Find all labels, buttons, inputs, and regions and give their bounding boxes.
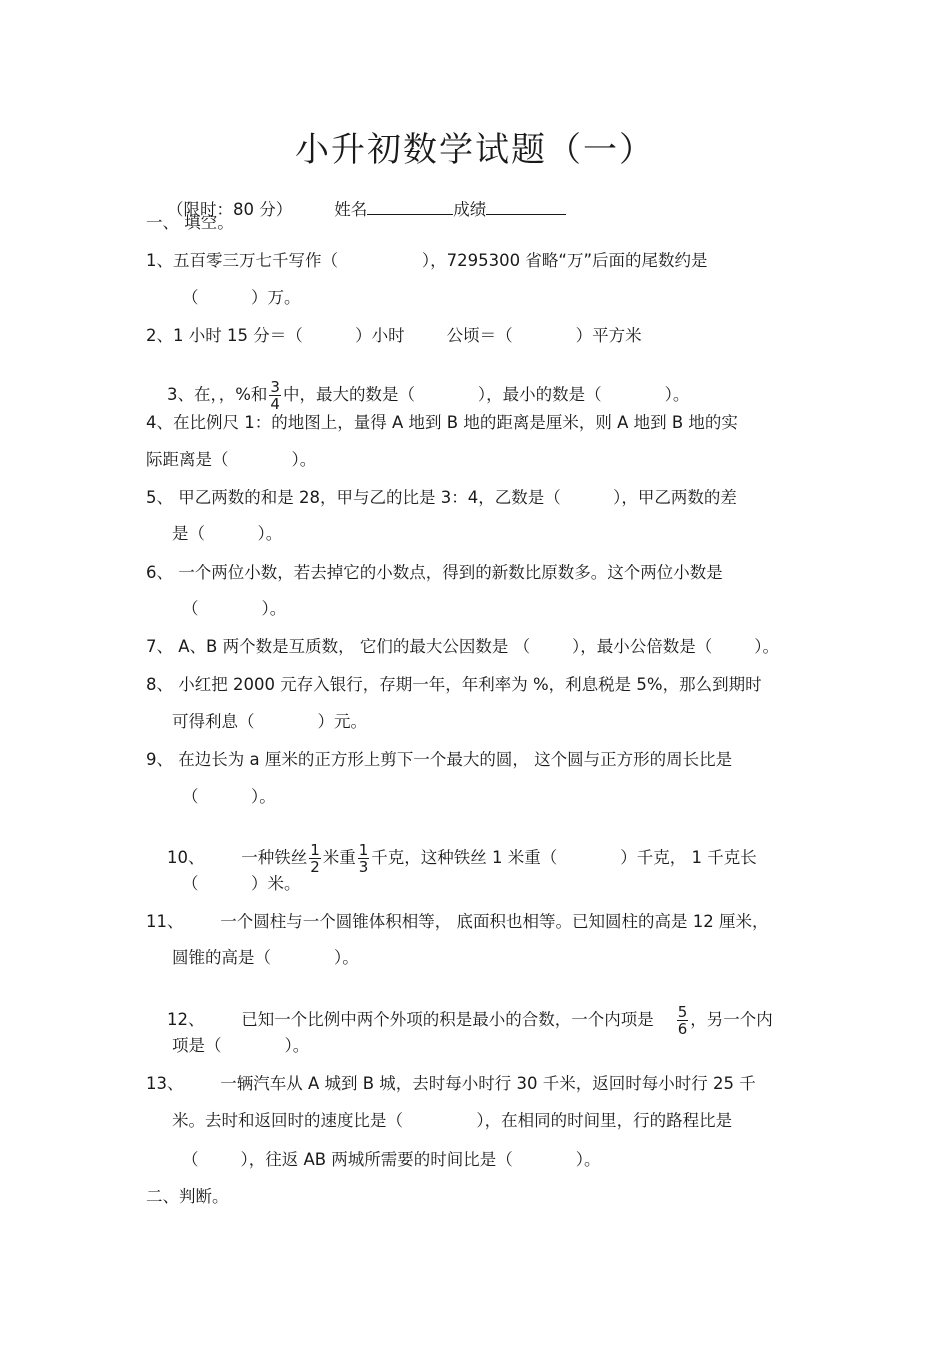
question-4-line-1: 4、在比例尺 1：的地图上，量得 A 地到 B 地的距离是厘米，则 A 地到 B 地的实	[146, 413, 738, 432]
question-5-line-2: 是（ ）。	[172, 524, 283, 543]
question-10-text-end: 千克，这种铁丝 1 米重（ ）千克， 1 千克长	[371, 848, 757, 867]
question-12-text-end: ，另一个内	[690, 1010, 773, 1029]
question-7: 7、 A、B 两个数是互质数， 它们的最大公因数是 （ ），最小公倍数是（ ）。	[146, 637, 780, 656]
time-limit: （限时：80 分）	[166, 200, 293, 219]
page-title: 小升初数学试题（一）	[295, 130, 655, 170]
question-2: 2、1 小时 15 分＝（ ）小时 公顷＝（ ）平方米	[146, 326, 642, 345]
question-10-text-mid: 米重	[322, 848, 356, 867]
fraction-three-quarters: $\frac{3}{4}$	[270, 378, 280, 413]
question-1-line-2: （ ）万。	[182, 288, 301, 307]
question-6-line-1: 6、 一个两位小数，若去掉它的小数点，得到的新数比原数多。这个两位小数是	[146, 563, 723, 582]
question-3-text-start: 3、在，，%和	[166, 385, 268, 404]
question-9-line-2: （ ）。	[182, 787, 276, 806]
question-10-line-2: （ ）米。	[182, 874, 301, 893]
question-10-text-start: 10、 一种铁丝	[166, 848, 308, 867]
fraction-one-half: $\frac{1}{2}$	[310, 841, 320, 876]
question-11-line-2: 圆锥的高是（ ）。	[172, 948, 359, 967]
score-label: 成绩	[453, 200, 487, 219]
score-blank[interactable]	[486, 198, 566, 215]
name-label: 姓名	[334, 200, 368, 219]
question-12-line-2: 项是（ ）。	[172, 1036, 310, 1055]
question-11-line-1: 11、 一个圆柱与一个圆锥体积相等， 底面积也相等。已知圆柱的高是 12 厘米，	[146, 912, 769, 931]
question-13-line-1: 13、 一辆汽车从 A 城到 B 城，去时每小时行 30 千米，返回时每小时行 25 千	[146, 1074, 756, 1093]
section-heading-fill: 一、 填空。	[146, 213, 234, 232]
name-blank[interactable]	[367, 198, 453, 215]
question-13-line-3: （ ），往返 AB 两城所需要的时间比是（ ）。	[182, 1150, 601, 1169]
section-heading-judge: 二、判断。	[146, 1187, 229, 1206]
question-12-text-start: 12、 已知一个比例中两个外项的积是最小的合数，一个内项是	[166, 1010, 654, 1029]
question-8-line-2: 可得利息（ ）元。	[172, 712, 367, 731]
question-6-line-2: （ ）。	[182, 599, 287, 618]
question-1-line-1: 1、五百零三万七千写作（ ），7295300 省略“万”后面的尾数约是	[146, 251, 708, 270]
fraction-one-third: $\frac{1}{3}$	[358, 841, 369, 876]
fraction-five-sixths: $\frac{5}{6}$	[677, 1003, 688, 1038]
question-3-text-end: 中，最大的数是（ ），最小的数是（ ）。	[282, 385, 690, 404]
question-4-line-2: 际距离是（ ）。	[146, 450, 317, 469]
question-9-line-1: 9、 在边长为 a 厘米的正方形上剪下一个最大的圆， 这个圆与正方形的周长比是	[146, 750, 733, 769]
question-13-line-2: 米。去时和返回时的速度比是（ ），在相同的时间里，行的路程比是	[172, 1111, 733, 1130]
question-8-line-1: 8、 小红把 2000 元存入银行，存期一年，年利率为 %，利息税是 5%，那么到期时	[146, 675, 762, 694]
question-5-line-1: 5、 甲乙两数的和是 28，甲与乙的比是 3：4，乙数是（ ），甲乙两数的差	[146, 488, 737, 507]
